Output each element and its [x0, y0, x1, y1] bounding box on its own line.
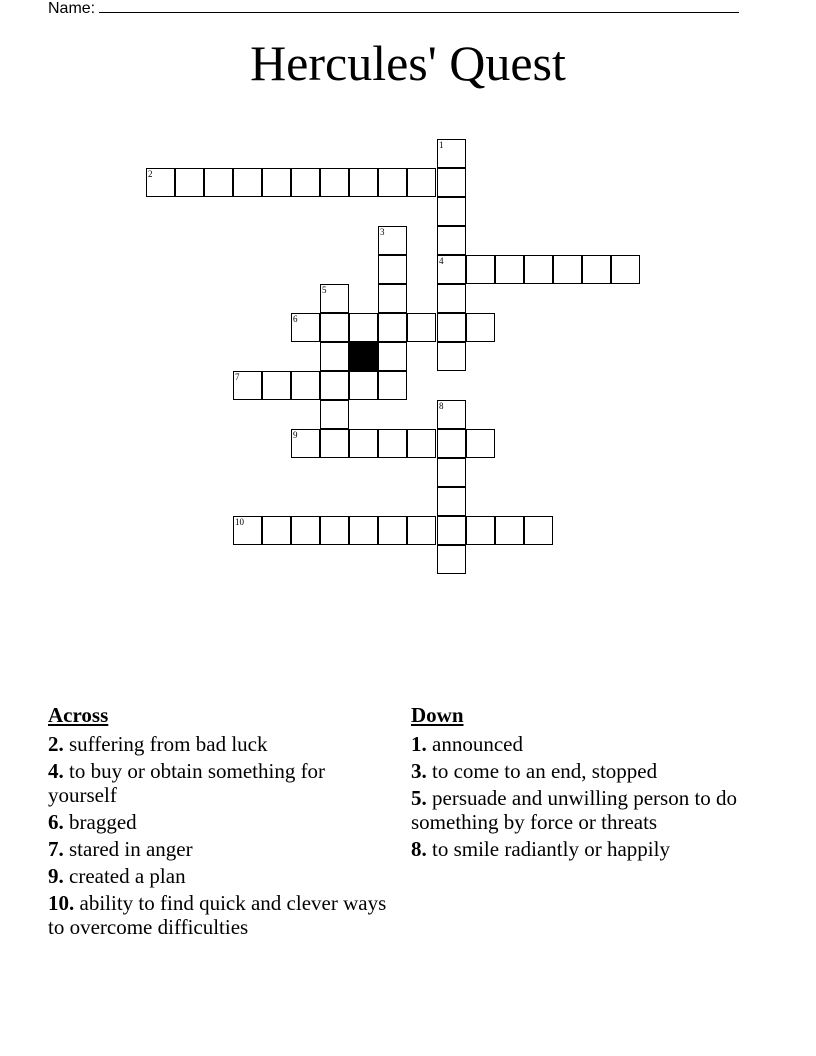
clue-number: 3 [380, 227, 385, 237]
crossword-cell[interactable] [437, 168, 466, 197]
clue-item-text: ability to find quick and clever ways to overcome difficulties [48, 891, 387, 939]
crossword-cell[interactable] [320, 313, 349, 342]
clue-number: 8 [439, 401, 444, 411]
crossword-cell[interactable] [407, 429, 436, 458]
crossword-cell[interactable] [320, 168, 349, 197]
down-heading: Down [411, 703, 464, 727]
clue-item-number: 10. [48, 891, 75, 915]
clue-item-number: 1. [411, 732, 427, 756]
clue-number: 4 [439, 256, 444, 266]
clue-item [411, 732, 766, 756]
clue-item-number: 5. [411, 786, 427, 810]
clue-item-number: 2. [48, 732, 64, 756]
clue-number: 5 [322, 285, 327, 295]
crossword-cell[interactable] [349, 429, 378, 458]
crossword-cell[interactable] [378, 342, 407, 371]
crossword-cell[interactable] [320, 516, 349, 545]
clue-item-number: 7. [48, 837, 64, 861]
name-label: Name: [48, 0, 96, 17]
crossword-cell[interactable] [349, 371, 378, 400]
crossword-cell[interactable] [466, 255, 495, 284]
clue-number: 2 [148, 169, 153, 179]
crossword-cell-3[interactable] [378, 226, 407, 255]
clue-item-text: announced [426, 732, 523, 756]
crossword-cell[interactable] [320, 371, 349, 400]
clue-item [411, 786, 766, 834]
crossword-cell[interactable] [611, 255, 640, 284]
clue-item [411, 759, 766, 783]
crossword-cell[interactable] [466, 313, 495, 342]
clue-number: 9 [293, 430, 298, 440]
clue-item-number: 4. [48, 759, 64, 783]
crossword-cell[interactable] [320, 342, 349, 371]
clue-item-number: 3. [411, 759, 427, 783]
crossword-cell[interactable] [378, 168, 407, 197]
crossword-cell[interactable] [407, 313, 436, 342]
crossword-cell[interactable] [437, 458, 466, 487]
crossword-cell[interactable] [378, 313, 407, 342]
clue-item [48, 891, 393, 939]
across-heading: Across [48, 703, 109, 727]
clue-item-text: stared in anger [63, 837, 193, 861]
crossword-cell[interactable] [291, 516, 320, 545]
crossword-cell-5[interactable] [320, 284, 349, 313]
crossword-cell[interactable] [437, 429, 466, 458]
clue-item-text: suffering from bad luck [63, 732, 268, 756]
crossword-cell[interactable] [378, 255, 407, 284]
crossword-cell-1[interactable] [437, 139, 466, 168]
black-cell [349, 342, 378, 371]
crossword-cell[interactable] [437, 313, 466, 342]
clue-number: 6 [293, 314, 298, 324]
crossword-cell[interactable] [524, 516, 553, 545]
crossword-cell[interactable] [524, 255, 553, 284]
crossword-cell[interactable] [378, 371, 407, 400]
crossword-cell[interactable] [291, 371, 320, 400]
clue-item [48, 732, 393, 756]
across-clues [48, 703, 393, 942]
crossword-cell-10[interactable] [233, 516, 262, 545]
crossword-cell[interactable] [437, 545, 466, 574]
across-clue-list [48, 732, 393, 939]
crossword-cell[interactable] [553, 255, 582, 284]
clue-item-text: to smile radiantly or happily [426, 837, 670, 861]
crossword-cell[interactable] [349, 516, 378, 545]
crossword-cell[interactable] [320, 429, 349, 458]
clue-item-text: to come to an end, stopped [426, 759, 658, 783]
down-clues [411, 703, 766, 864]
down-clue-list [411, 732, 766, 861]
crossword-cell[interactable] [582, 255, 611, 284]
crossword-cell[interactable] [349, 168, 378, 197]
crossword-cell[interactable] [378, 284, 407, 313]
page-title: Hercules' Quest [250, 35, 566, 91]
crossword-cell-8[interactable] [437, 400, 466, 429]
crossword-cell[interactable] [437, 487, 466, 516]
clue-item-text: bragged [63, 810, 137, 834]
crossword-cell[interactable] [437, 284, 466, 313]
clue-number: 7 [235, 372, 240, 382]
clue-item-number: 8. [411, 837, 427, 861]
crossword-cell-7[interactable] [233, 371, 262, 400]
crossword-cell[interactable] [378, 516, 407, 545]
clue-number: 1 [439, 140, 444, 150]
crossword-cell[interactable] [437, 226, 466, 255]
crossword-cell[interactable] [495, 255, 524, 284]
crossword-cell[interactable] [262, 516, 291, 545]
crossword-cell[interactable] [495, 516, 524, 545]
crossword-cell[interactable] [407, 516, 436, 545]
clue-item [411, 837, 766, 861]
clue-item-text: persuade and unwilling person to do something by force or threats [411, 786, 738, 834]
clue-item-number: 6. [48, 810, 64, 834]
clue-item-text: to buy or obtain something for yourself [48, 759, 326, 807]
clue-item [48, 837, 393, 861]
clue-item-number: 9. [48, 864, 64, 888]
crossword-cell[interactable] [407, 168, 436, 197]
crossword-cell[interactable] [378, 429, 407, 458]
crossword-cell[interactable] [262, 371, 291, 400]
crossword-cell[interactable] [262, 168, 291, 197]
crossword-cell[interactable] [204, 168, 233, 197]
crossword-cell[interactable] [175, 168, 204, 197]
crossword-cell[interactable] [437, 342, 466, 371]
crossword-cell[interactable] [466, 516, 495, 545]
crossword-cell[interactable] [291, 168, 320, 197]
clue-item-text: created a plan [63, 864, 186, 888]
clue-item [48, 864, 393, 888]
crossword-cell[interactable] [437, 516, 466, 545]
crossword-cell[interactable] [233, 168, 262, 197]
clue-item [48, 759, 393, 807]
crossword-cell-6[interactable] [291, 313, 320, 342]
crossword-cell[interactable] [320, 400, 349, 429]
crossword-cell[interactable] [466, 429, 495, 458]
clue-number: 10 [235, 517, 244, 527]
crossword-cell-4[interactable] [437, 255, 466, 284]
crossword-cell-9[interactable] [291, 429, 320, 458]
crossword-cell[interactable] [349, 313, 378, 342]
crossword-cell-2[interactable] [146, 168, 175, 197]
crossword-cell[interactable] [437, 197, 466, 226]
clue-item [48, 810, 393, 834]
